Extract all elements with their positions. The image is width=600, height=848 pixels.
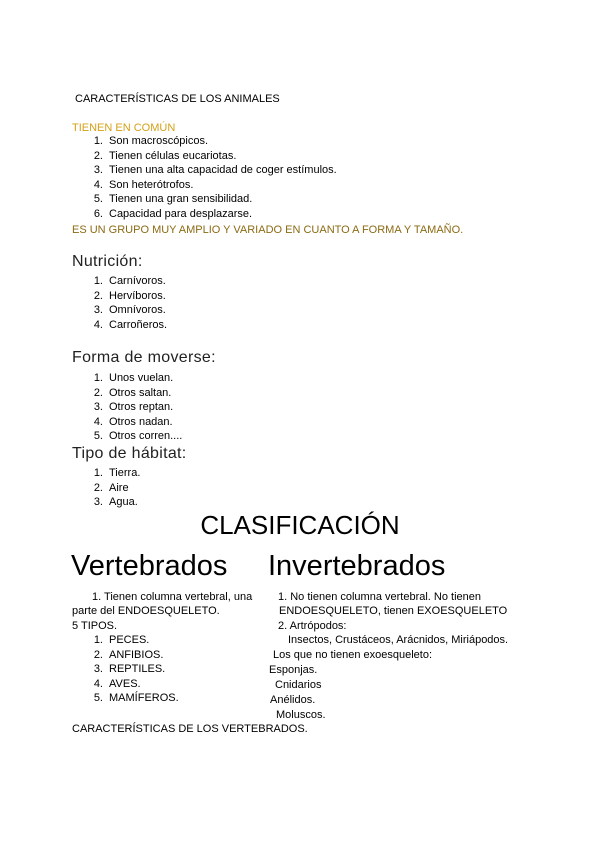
list-item: 2. Aire <box>93 481 129 494</box>
common-list <box>74 134 337 222</box>
nutrition-list <box>74 274 167 332</box>
habitat-heading: Tipo de hábitat: <box>72 445 187 462</box>
invertebrates-line4: Insectos, Crustáceos, Arácnidos, Miriápodos. <box>288 634 509 646</box>
list-item: 1. PECES. <box>93 634 150 646</box>
list-item: 1. Son macroscópicos. <box>93 135 209 147</box>
common-heading: TIENEN EN COMÚN <box>72 122 176 134</box>
invertebrates-line6: Esponjas. <box>269 664 318 676</box>
invertebrates-line5: Los que no tienen exoesqueleto: <box>273 649 433 661</box>
list-item: 1. Unos vuelan. <box>93 372 174 384</box>
list-item: 1. Tierra. <box>93 467 141 479</box>
movement-heading: Forma de moverse: <box>72 349 216 366</box>
invertebrates-line9: Moluscos. <box>276 709 326 721</box>
habitat-list <box>74 466 140 510</box>
classification-title: CLASIFICACIÓN <box>200 510 400 540</box>
list-item: 3. Agua. <box>93 496 138 509</box>
list-item: 2. Otros saltan. <box>93 386 172 399</box>
page-title: CARACTERÍSTICAS DE LOS ANIMALES <box>75 93 280 105</box>
list-item: 3. Omnívoros. <box>93 304 166 317</box>
vertebrates-heading: Vertebrados <box>71 550 228 582</box>
movement-list <box>74 371 182 444</box>
vertebrates-footer: CARACTERÍSTICAS DE LOS VERTEBRADOS. <box>72 723 308 735</box>
list-item: 4. AVES. <box>93 677 141 690</box>
list-item: 2. ANFIBIOS. <box>93 648 164 661</box>
list-item: 4. Carroñeros. <box>93 318 168 331</box>
vertebrates-list <box>74 633 179 706</box>
list-item: 6. Capacidad para desplazarse. <box>93 207 253 220</box>
invertebrates-line3: 2. Artrópodos: <box>278 620 347 632</box>
vertebrates-line2: parte del ENDOESQUELETO. <box>72 605 220 617</box>
invertebrates-heading: Invertebrados <box>268 550 446 582</box>
invertebrates-line8: Anélidos. <box>270 694 316 706</box>
list-item: 4. Son heterótrofos. <box>93 178 194 191</box>
invertebrates-line7: Cnidarios <box>275 679 322 691</box>
vertebrates-line1: 1. Tienen columna vertebral, una <box>92 591 253 603</box>
list-item: 2. Tienen células eucariotas. <box>93 149 237 162</box>
nutrition-heading: Nutrición: <box>72 253 143 270</box>
list-item: 5. MAMÍFEROS. <box>93 692 179 705</box>
list-item: 3. Tienen una alta capacidad de coger estímulos. <box>93 164 337 177</box>
vertebrates-types: 5 TIPOS. <box>72 620 118 632</box>
list-item: 4. Otros nadan. <box>93 415 173 428</box>
invertebrates-line1: 1. No tienen columna vertebral. No tienen <box>278 591 482 603</box>
list-item: 5. Otros corren.... <box>93 430 183 443</box>
common-note: ES UN GRUPO MUY AMPLIO Y VARIADO EN CUANTO A FORMA Y TAMAÑO. <box>72 224 464 236</box>
invertebrates-line2: ENDOESQUELETO, tienen EXOESQUELETO <box>279 605 508 617</box>
list-item: 1. Carnívoros. <box>93 275 166 287</box>
list-item: 2. Hervíboros. <box>93 289 166 302</box>
list-item: 3. REPTILES. <box>93 663 166 676</box>
list-item: 3. Otros reptan. <box>93 401 174 414</box>
list-item: 5. Tienen una gran sensibilidad. <box>93 193 253 206</box>
